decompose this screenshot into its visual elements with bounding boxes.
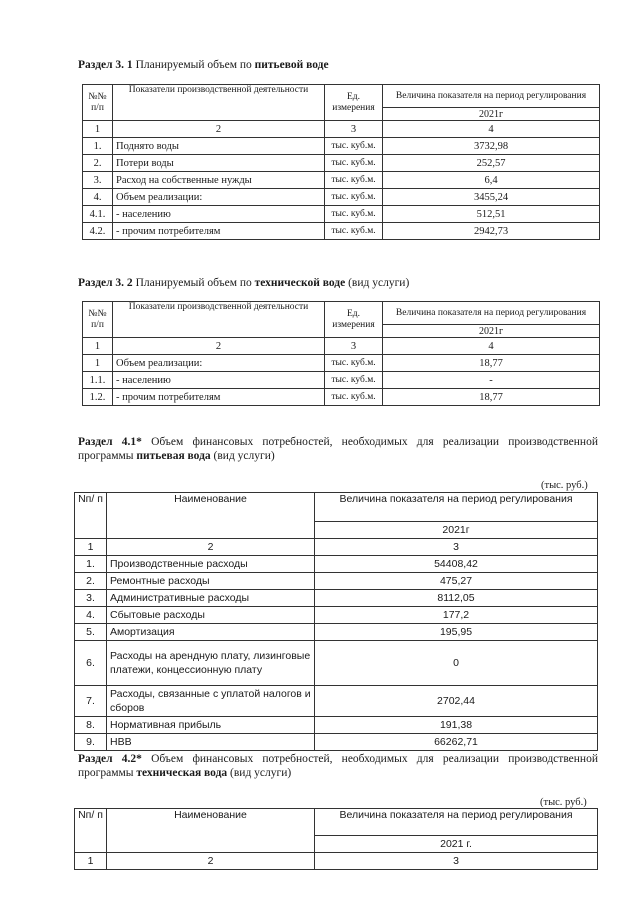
section-4-2-title: Раздел 4.2* Объем финансовых потребностей, необходимых для реализации производственной программы техническая вода (вид услуги) [78, 753, 598, 779]
header-name: Наименование [107, 809, 315, 853]
header-unit: Ед. измерения [325, 85, 383, 121]
table-row: 2. Ремонтные расходы 475,27 [75, 573, 598, 590]
table-row: 9. НВВ 66262,71 [75, 734, 598, 751]
units-label: (тыс. руб.) [540, 797, 587, 808]
table-row: 8. Нормативная прибыль 191,38 [75, 717, 598, 734]
header-year: 2021г [315, 522, 598, 539]
header-num: №№ п/п [83, 85, 113, 121]
section-3-2-title: Раздел 3. 2 Планируемый объем по технической воде (вид услуги) [78, 277, 410, 289]
header-value: Величина показателя на период регулирования [315, 493, 598, 522]
table-technical-water-finance [74, 808, 598, 870]
table-row: 4. Сбытовые расходы 177,2 [75, 607, 598, 624]
table-row: 1. Поднято воды тыс. куб.м. 3732,98 [83, 138, 600, 155]
header-unit: Ед. измерения [325, 302, 383, 338]
table-row: 1.2. - прочим потребителям тыс. куб.м. 18,77 [83, 389, 600, 406]
table-row: 1. Производственные расходы 54408,42 [75, 556, 598, 573]
column-number-row: 1 2 3 4 [83, 338, 600, 355]
column-number-row: 1 2 3 [75, 539, 598, 556]
table-drinking-water-finance [74, 492, 598, 751]
header-num: Nп/ п [75, 493, 107, 539]
header-year: 2021г [383, 108, 600, 121]
header-year: 2021г [383, 325, 600, 338]
table-row: 3. Административные расходы 8112,05 [75, 590, 598, 607]
header-year: 2021 г. [315, 836, 598, 853]
table-row: 4. Объем реализации: тыс. куб.м. 3455,24 [83, 189, 600, 206]
table-row: 1 Объем реализации: тыс. куб.м. 18,77 [83, 355, 600, 372]
section-4-1-title: Раздел 4.1* Объем финансовых потребностей, необходимых для реализации производственной программы питьевая вода (вид услуги) [78, 436, 598, 462]
table-row: 3. Расход на собственные нужды тыс. куб.м. 6,4 [83, 172, 600, 189]
header-value: Величина показателя на период регулирования [315, 809, 598, 836]
section-3-1-title: Раздел 3. 1 Планируемый объем по питьевой воде [78, 59, 329, 71]
table-row: 2. Потери воды тыс. куб.м. 252,57 [83, 155, 600, 172]
header-name: Наименование [107, 493, 315, 539]
units-label: (тыс. руб.) [541, 480, 588, 491]
header-num: №№ п/п [83, 302, 113, 338]
table-row: 5. Амортизация 195,95 [75, 624, 598, 641]
header-num: Nп/ п [75, 809, 107, 853]
table-row: 1.1. - населению тыс. куб.м. - [83, 372, 600, 389]
column-number-row: 1 2 3 [75, 853, 598, 870]
table-row: 7. Расходы, связанные с уплатой налогов и сборов 2702,44 [75, 686, 598, 717]
table-row: 6. Расходы на арендную плату, лизинговые платежи, концессионную плату 0 [75, 641, 598, 686]
header-indicator: Показатели производственной деятельности [113, 302, 325, 338]
column-number-row: 1 2 3 4 [83, 121, 600, 138]
header-indicator: Показатели производственной деятельности [113, 85, 325, 121]
table-row: 4.2. - прочим потребителям тыс. куб.м. 2942,73 [83, 223, 600, 240]
table-drinking-water-volume [82, 84, 600, 240]
header-value: Величина показателя на период регулирования [383, 85, 600, 108]
table-row: 4.1. - населению тыс. куб.м. 512,51 [83, 206, 600, 223]
table-technical-water-volume [82, 301, 600, 406]
header-value: Величина показателя на период регулирования [383, 302, 600, 325]
